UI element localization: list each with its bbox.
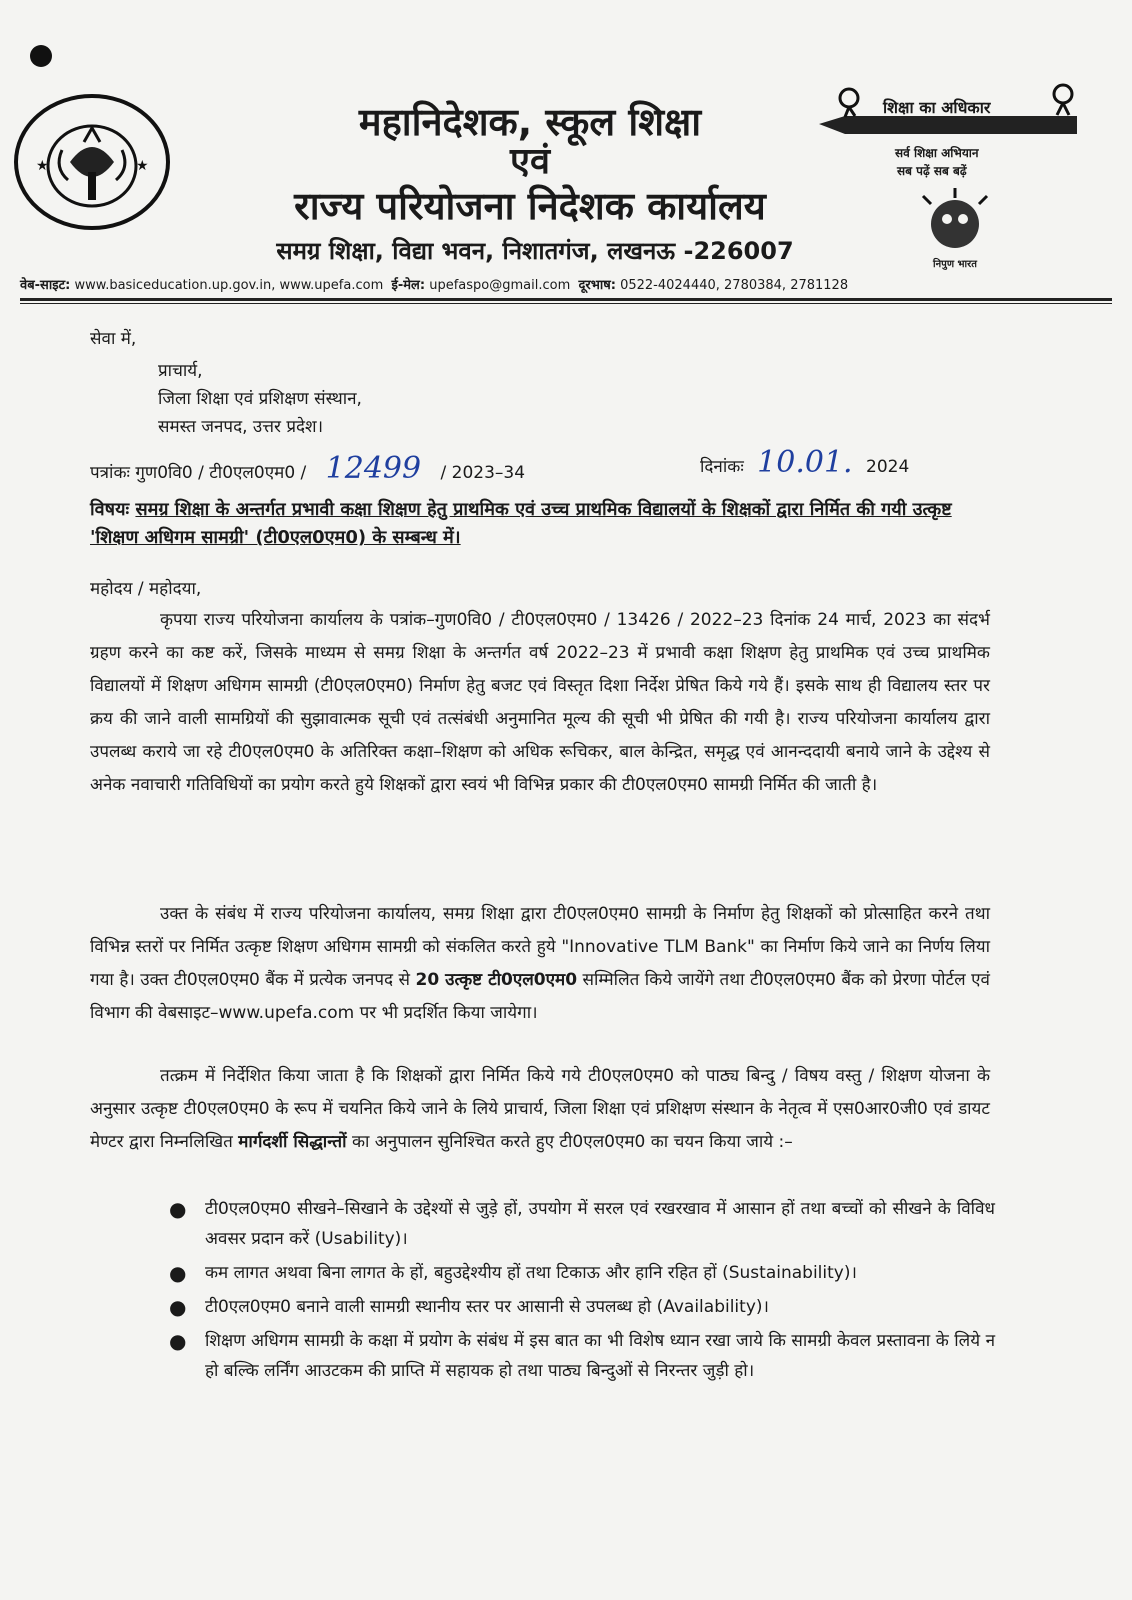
phone-label: दूरभाष: [578, 278, 616, 293]
subject [90, 496, 1000, 552]
greeting: महोदय / महोदया, [90, 579, 202, 599]
ssa-logo [815, 76, 1095, 276]
reference-label: पत्रांकः गुण0वि0 / टी0एल0एम0 / [90, 463, 307, 483]
paragraph-2-highlight: 20 उत्कृष्ट टी0एल0एम0 [415, 970, 578, 990]
header-divider-thin [20, 303, 1112, 304]
list-item: ● कम लागत अथवा बिना लागत के हों, बहुउद्देश्यीय हों तथा टिकाऊ और हानि रहित हों (Sustainability)। [165, 1258, 995, 1288]
subject-text: समग्र शिक्षा के अन्तर्गत प्रभावी कक्षा शिक्षण हेतु प्राथमिक एवं उच्च प्राथमिक विद्यालयों के शिक्षकों द्वारा निर्मित की गयी उत्कृष्ट 'शिक्षण अधिगम सामग्री' (टी0एल0एम0) के सम्बन्ध में। [90, 499, 952, 548]
website-links: www.basiceducation.up.gov.in, www.upefa.com [74, 278, 384, 293]
office-title-line2: एवं [510, 141, 550, 182]
list-item: ● टी0एल0एम0 सीखने–सिखाने के उद्देश्यों से जुड़े हों, उपयोग में सरल एवं रखरखाव में आसान हों तथा बच्चों को सीखने के विविध अवसर प्रदान करें (Usability)। [165, 1194, 995, 1254]
paragraph-3-start: तत्क्रम में निर्देशित किया जाता है कि शिक्षकों द्वारा निर्मित किये गये टी0एल0एम0 को पाठ्य बिन्दु / विषय वस्तु / शिक्षण योजना के अनुसार उत्कृष्ट टी0एल0एम0 के रूप में चयनित किये जाने के लिये प्राचार्य, जिला शिक्षा एवं प्रशिक्षण संस्थान के नेतृत्व में एस0आर0जी0 एवं डायट मेण्टर द्वारा निम्नलिखित [90, 1066, 990, 1152]
list-item: ● शिक्षण अधिगम सामग्री के कक्षा में प्रयोग के संबंध में इस बात का भी विशेष ध्यान रखा जाये कि सामग्री केवल प्रस्तावना के लिये न हो बल्कि लर्निंग आउटकम की प्राप्ति में सहायक हो तथा पाठ्य बिन्दुओं से निरन्तर जुड़ी हो। [165, 1326, 995, 1386]
recipient-line3: समस्त जनपद, उत्तर प्रदेश। [158, 417, 324, 437]
phone-numbers: 0522-4024440, 2780384, 2781128 [620, 278, 849, 293]
nipun-bharat-label: निपुण भारत [933, 259, 977, 270]
bullet-icon: ● [169, 1197, 187, 1221]
recipient-to: सेवा में, [90, 329, 137, 349]
recipient-line2: जिला शिक्षा एवं प्रशिक्षण संस्थान, [158, 389, 362, 409]
header-divider [20, 298, 1112, 301]
punch-hole-mark [30, 45, 52, 67]
paragraph-3-end: का अनुपालन सुनिश्चित करते हुए टी0एल0एम0 का चयन किया जाये :– [351, 1132, 793, 1152]
bullet-icon: ● [169, 1295, 187, 1319]
bullet-icon: ● [169, 1329, 187, 1353]
bullet-icon: ● [169, 1261, 187, 1285]
date-value: 10.01. [757, 445, 853, 480]
ssa-program-name: सर्व शिक्षा अभियान [895, 146, 979, 160]
date-line [700, 445, 910, 480]
contact-line [20, 277, 1120, 295]
guideline-list [165, 1194, 995, 1390]
paragraph-3 [90, 1060, 990, 1159]
office-title-line1: महानिदेशक, स्कूल शिक्षा [358, 100, 702, 144]
email-address: upefaspo@gmail.com [429, 278, 571, 293]
rte-tagline: शिक्षा का अधिकार [883, 98, 991, 117]
subject-label: विषयः [90, 499, 130, 520]
svg-text:★: ★ [136, 158, 149, 174]
reference-number: 12499 [325, 451, 422, 486]
recipient-line1: प्राचार्य, [158, 361, 203, 381]
reference-line [90, 451, 526, 486]
paragraph-2-start: उक्त के संबंध में राज्य परियोजना कार्यालय, समग्र शिक्षा द्वारा टी0एल0एम0 सामग्री के निर्माण हेतु शिक्षकों को प्रोत्साहित करने तथा विभिन्न स्तरों पर निर्मित उत्कृष्ट शिक्षण अधिगम सामग्री को संकलित करते हुये "Innovative TLM Bank" का निर्माण किये जाने का निर्णय लिया गया है। उक्त टी0एल0एम0 बैंक में प्रत्येक जनपद से [90, 904, 990, 990]
email-label: ई-मेल: [391, 278, 426, 293]
emblem-icon [12, 92, 172, 232]
website-label: वेब-साइट: [20, 278, 71, 293]
date-year: 2024 [866, 457, 910, 477]
up-government-emblem [12, 92, 172, 232]
nipun-bharat-icon [923, 188, 987, 248]
reference-year: / 2023–34 [440, 463, 526, 483]
office-title-line3: राज्य परियोजना निदेशक कार्यालय [294, 184, 766, 228]
paragraph-2 [90, 898, 990, 1030]
ssa-slogan: सब पढ़ें सब बढ़ें [897, 164, 967, 178]
paragraph-1: कृपया राज्य परियोजना कार्यालय के पत्रांक–गुण0वि0 / टी0एल0एम0 / 13426 / 2022–23 दिनांक 24 मार्च, 2023 का संदर्भ ग्रहण करने का कष्ट करें, जिसके माध्यम से समग्र शिक्षा के अन्तर्गत वर्ष 2022–23 में प्रभावी कक्षा शिक्षण हेतु प्राथमिक एवं उच्च प्राथमिक विद्यालयों में शिक्षण अधिगम सामग्री (टी0एल0एम0) निर्माण हेतु बजट एवं विस्तृत दिशा निर्देश प्रेषित किये गये हैं। इसके साथ ही विद्यालय स्तर पर क्रय की जाने वाली सामग्रियों की सुझावात्मक सूची एवं तत्संबंधी अनुमानित मूल्य की सूची भी प्रेषित की गयी है। राज्य परियोजना कार्यालय द्वारा उपलब्ध कराये जा रहे टी0एल0एम0 के अतिरिक्त कक्षा–शिक्षण को अधिक रूचिकर, बाल केन्द्रित, समृद्ध एवं आनन्ददायी बनाये जाने के उद्देश्य से अनेक नवाचारी गतिविधियों का प्रयोग करते हुये शिक्षकों द्वारा स्वयं भी विभिन्न प्रकार की टी0एल0एम0 सामग्री निर्मित की जाती है। [90, 610, 990, 795]
list-item: ● टी0एल0एम0 बनाने वाली सामग्री स्थानीय स्तर पर आसानी से उपलब्ध हो (Availability)। [165, 1292, 995, 1322]
paragraph-2-end: सम्मिलित किये जायेंगे तथा टी0एल0एम0 बैंक को प्रेरणा पोर्टल एवं विभाग की वेबसाइट–www.upefa.com पर भी प्रदर्शित किया जायेगा। [90, 970, 990, 1023]
office-address: समग्र शिक्षा, विद्या भवन, निशातगंज, लखनऊ -226007 [276, 237, 794, 265]
date-label: दिनांकः [700, 457, 744, 477]
svg-text:★: ★ [36, 158, 49, 174]
paragraph-3-highlight: मार्गदर्शी सिद्धान्तों [238, 1132, 347, 1152]
